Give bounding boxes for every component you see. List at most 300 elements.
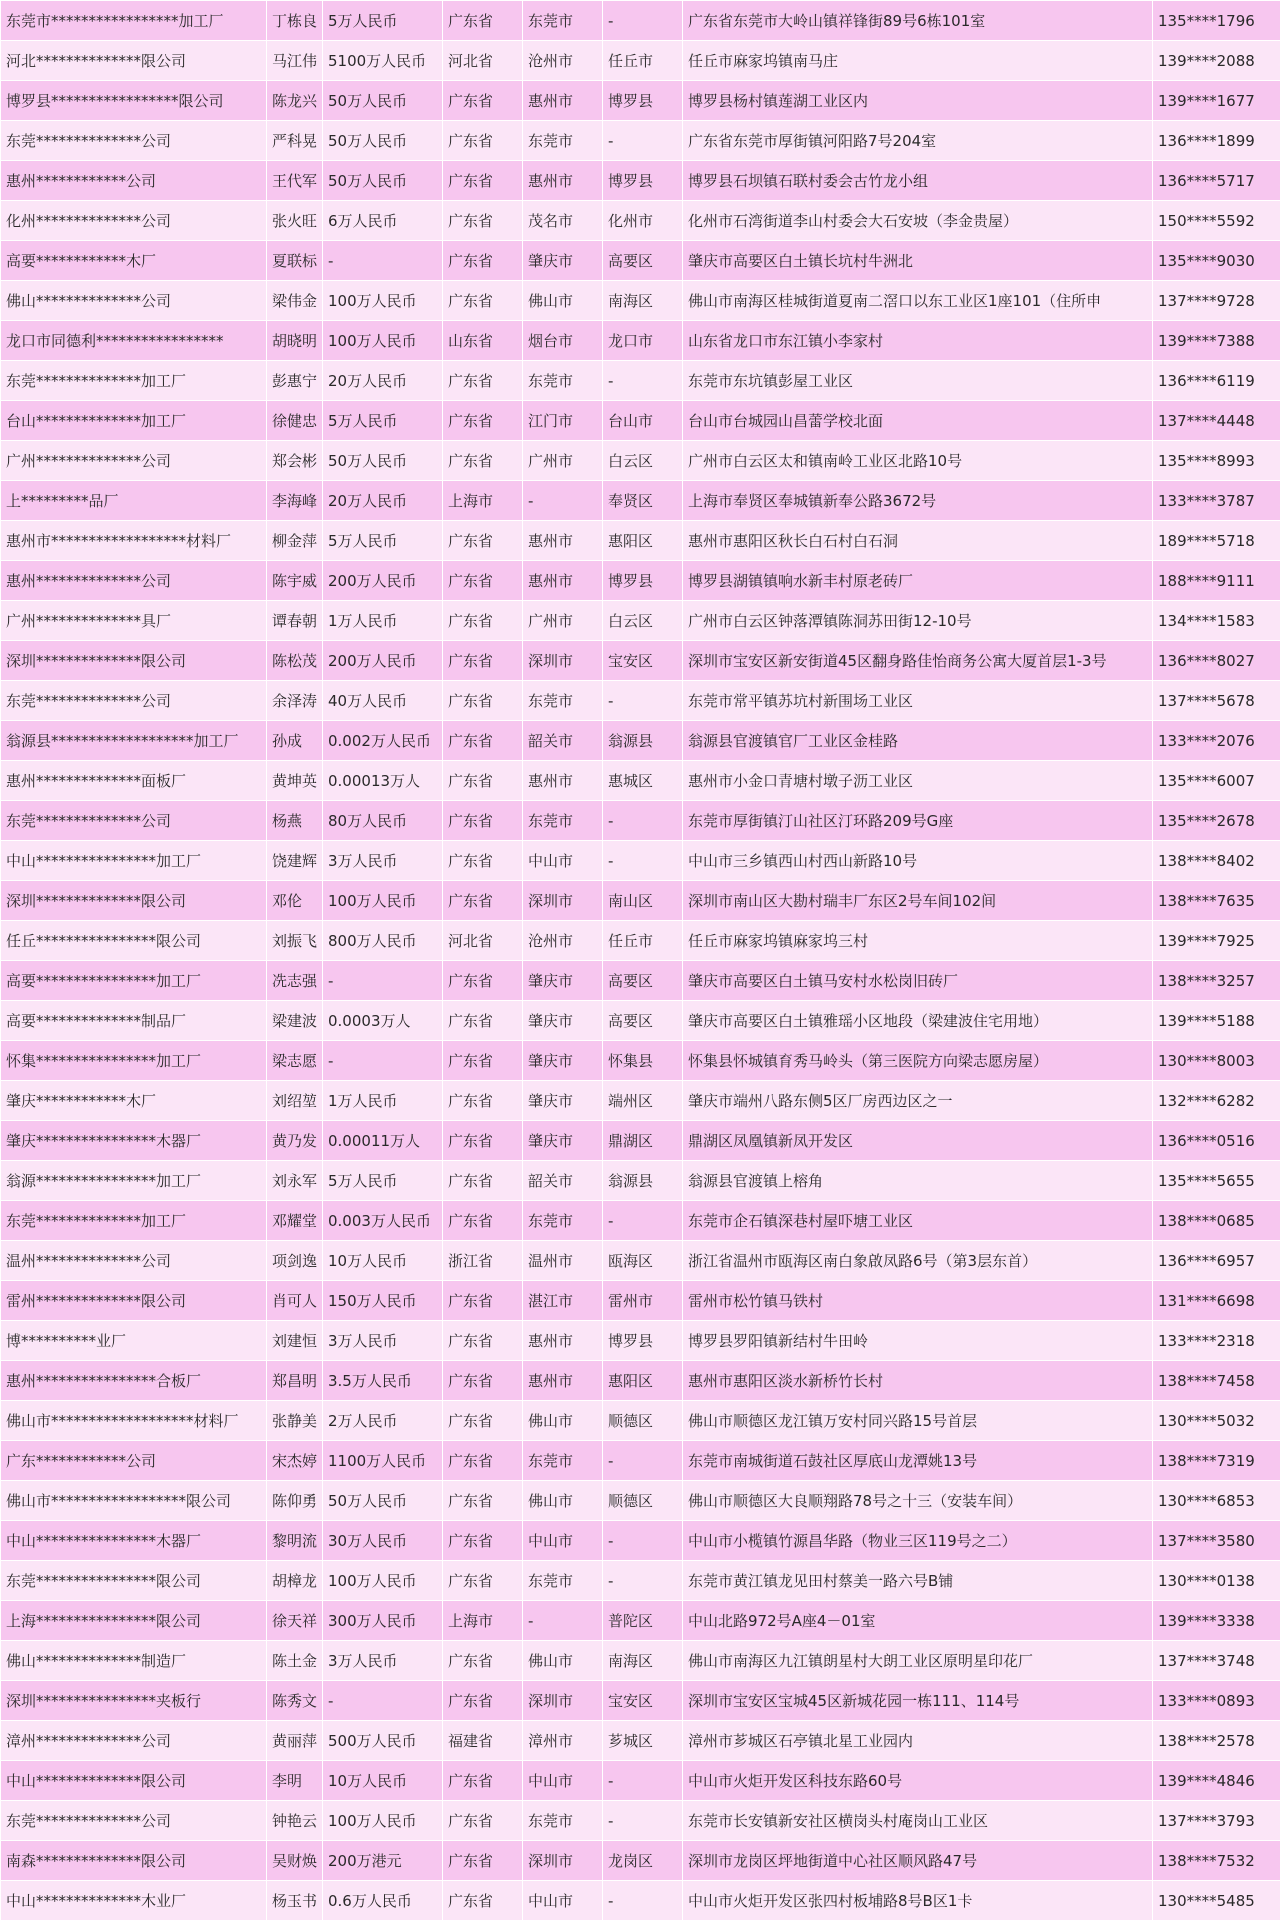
cell-capital: 20万人民币	[323, 481, 443, 521]
cell-phone: 135****9030	[1153, 241, 1280, 281]
cell-district: 雷州市	[603, 1281, 683, 1321]
cell-legal-rep: 张静美	[267, 1401, 323, 1441]
cell-phone: 150****5592	[1153, 201, 1280, 241]
cell-address: 广州市白云区钟落潭镇陈洞苏田街12-10号	[683, 601, 1153, 641]
cell-company: 上海****************限公司	[1, 1601, 267, 1641]
cell-legal-rep: 丁栋良	[267, 1, 323, 41]
cell-city: 烟台市	[523, 321, 603, 361]
cell-province: 广东省	[443, 961, 523, 1001]
cell-address: 深圳市宝安区新安街道45区翻身路佳怡商务公寓大厦首层1-3号	[683, 641, 1153, 681]
cell-company: 肇庆************木厂	[1, 1081, 267, 1121]
cell-province: 广东省	[443, 241, 523, 281]
cell-city: -	[523, 1601, 603, 1641]
cell-legal-rep: 马江伟	[267, 41, 323, 81]
cell-company: 高要************木厂	[1, 241, 267, 281]
cell-phone: 136****5717	[1153, 161, 1280, 201]
table-row	[1, 681, 1280, 721]
cell-city: 佛山市	[523, 1401, 603, 1441]
cell-capital: 20万人民币	[323, 361, 443, 401]
cell-province: 广东省	[443, 401, 523, 441]
cell-legal-rep: 黄丽萍	[267, 1721, 323, 1761]
cell-company: 惠州****************合板厂	[1, 1361, 267, 1401]
cell-phone: 133****2076	[1153, 721, 1280, 761]
cell-address: 佛山市顺德区龙江镇万安村同兴路15号首层	[683, 1401, 1153, 1441]
cell-phone: 137****3580	[1153, 1521, 1280, 1561]
cell-province: 广东省	[443, 361, 523, 401]
cell-legal-rep: 黄乃发	[267, 1121, 323, 1161]
cell-district: 博罗县	[603, 161, 683, 201]
cell-province: 广东省	[443, 721, 523, 761]
cell-company: 深圳****************夹板行	[1, 1681, 267, 1721]
cell-legal-rep: 李明	[267, 1761, 323, 1801]
cell-company: 广州**************具厂	[1, 601, 267, 641]
cell-province: 广东省	[443, 521, 523, 561]
cell-company: 高要****************加工厂	[1, 961, 267, 1001]
cell-province: 广东省	[443, 801, 523, 841]
cell-district: 任丘市	[603, 921, 683, 961]
cell-company: 惠州************公司	[1, 161, 267, 201]
cell-address: 中山市火炬开发区科技东路60号	[683, 1761, 1153, 1801]
cell-capital: 80万人民币	[323, 801, 443, 841]
table-row	[1, 1561, 1280, 1601]
cell-province: 广东省	[443, 1761, 523, 1801]
cell-legal-rep: 王代军	[267, 161, 323, 201]
table-row	[1, 41, 1280, 81]
cell-city: 肇庆市	[523, 1041, 603, 1081]
cell-phone: 133****2318	[1153, 1321, 1280, 1361]
table-row	[1, 1441, 1280, 1481]
cell-capital: 100万人民币	[323, 881, 443, 921]
cell-capital: 2万人民币	[323, 1401, 443, 1441]
cell-address: 博罗县湖镇镇响水新丰村原老砖厂	[683, 561, 1153, 601]
table-row	[1, 601, 1280, 641]
cell-phone: 137****5678	[1153, 681, 1280, 721]
table-row	[1, 1281, 1280, 1321]
table-row	[1, 321, 1280, 361]
cell-capital: 50万人民币	[323, 161, 443, 201]
cell-phone: 130****5032	[1153, 1401, 1280, 1441]
cell-city: 佛山市	[523, 281, 603, 321]
table-row	[1, 1081, 1280, 1121]
cell-legal-rep: 陈宇威	[267, 561, 323, 601]
cell-legal-rep: 杨燕	[267, 801, 323, 841]
cell-district: 高要区	[603, 961, 683, 1001]
cell-district: 端州区	[603, 1081, 683, 1121]
cell-legal-rep: 黄坤英	[267, 761, 323, 801]
cell-city: 沧州市	[523, 921, 603, 961]
cell-phone: 139****7388	[1153, 321, 1280, 361]
cell-phone: 136****1899	[1153, 121, 1280, 161]
cell-phone: 139****3338	[1153, 1601, 1280, 1641]
cell-company: 惠州市******************材料厂	[1, 521, 267, 561]
cell-company: 佛山市******************限公司	[1, 1481, 267, 1521]
cell-city: 温州市	[523, 1241, 603, 1281]
cell-city: 东莞市	[523, 1441, 603, 1481]
cell-province: 上海市	[443, 1601, 523, 1641]
table-row	[1, 1681, 1280, 1721]
cell-city: 江门市	[523, 401, 603, 441]
cell-city: 东莞市	[523, 361, 603, 401]
cell-district: 南山区	[603, 881, 683, 921]
cell-capital: 100万人民币	[323, 281, 443, 321]
cell-address: 博罗县罗阳镇新结村牛田岭	[683, 1321, 1153, 1361]
cell-legal-rep: 冼志强	[267, 961, 323, 1001]
cell-province: 广东省	[443, 1561, 523, 1601]
cell-legal-rep: 刘振飞	[267, 921, 323, 961]
cell-company: 博罗县*****************限公司	[1, 81, 267, 121]
cell-district: 顺德区	[603, 1401, 683, 1441]
cell-phone: 139****1677	[1153, 81, 1280, 121]
cell-district: -	[603, 121, 683, 161]
cell-phone: 132****6282	[1153, 1081, 1280, 1121]
cell-district: 翁源县	[603, 1161, 683, 1201]
cell-company: 东莞****************限公司	[1, 1561, 267, 1601]
cell-phone: 137****4448	[1153, 401, 1280, 441]
table-row	[1, 521, 1280, 561]
cell-capital: 0.0003万人	[323, 1001, 443, 1041]
cell-district: 瓯海区	[603, 1241, 683, 1281]
cell-address: 肇庆市高要区白土镇马安村水松岗旧砖厂	[683, 961, 1153, 1001]
cell-province: 福建省	[443, 1721, 523, 1761]
cell-district: -	[603, 1, 683, 41]
cell-legal-rep: 黎明流	[267, 1521, 323, 1561]
cell-address: 翁源县官渡镇上榕角	[683, 1161, 1153, 1201]
cell-city: 惠州市	[523, 161, 603, 201]
cell-capital: 200万人民币	[323, 641, 443, 681]
cell-legal-rep: 陈秀文	[267, 1681, 323, 1721]
cell-company: 东莞**************公司	[1, 801, 267, 841]
cell-legal-rep: 陈松茂	[267, 641, 323, 681]
cell-province: 广东省	[443, 1401, 523, 1441]
table-row	[1, 1, 1280, 41]
cell-city: 深圳市	[523, 641, 603, 681]
cell-company: 化州**************公司	[1, 201, 267, 241]
cell-district: -	[603, 1521, 683, 1561]
cell-company: 肇庆****************木器厂	[1, 1121, 267, 1161]
cell-address: 中山北路972号A座4－01室	[683, 1601, 1153, 1641]
cell-company: 任丘****************限公司	[1, 921, 267, 961]
cell-address: 怀集县怀城镇育秀马岭头（第三医院方向梁志愿房屋）	[683, 1041, 1153, 1081]
cell-phone: 135****6007	[1153, 761, 1280, 801]
cell-legal-rep: 陈土金	[267, 1641, 323, 1681]
cell-phone: 130****0138	[1153, 1561, 1280, 1601]
cell-province: 广东省	[443, 1881, 523, 1921]
cell-district: 宝安区	[603, 1681, 683, 1721]
cell-legal-rep: 张火旺	[267, 201, 323, 241]
cell-address: 山东省龙口市东江镇小李家村	[683, 321, 1153, 361]
table-row	[1, 1041, 1280, 1081]
cell-district: 龙口市	[603, 321, 683, 361]
cell-legal-rep: 邓耀堂	[267, 1201, 323, 1241]
cell-province: 广东省	[443, 1201, 523, 1241]
cell-city: 东莞市	[523, 1561, 603, 1601]
cell-company: 龙口市同德利*****************	[1, 321, 267, 361]
cell-company: 翁源县*******************加工厂	[1, 721, 267, 761]
table-row	[1, 721, 1280, 761]
cell-district: -	[603, 841, 683, 881]
cell-address: 深圳市龙岗区坪地街道中心社区顺风路47号	[683, 1841, 1153, 1881]
cell-phone: 137****9728	[1153, 281, 1280, 321]
cell-city: 东莞市	[523, 801, 603, 841]
cell-province: 山东省	[443, 321, 523, 361]
cell-company: 深圳**************限公司	[1, 881, 267, 921]
cell-city: 佛山市	[523, 1641, 603, 1681]
cell-legal-rep: 杨玉书	[267, 1881, 323, 1921]
cell-phone: 138****3257	[1153, 961, 1280, 1001]
cell-city: 惠州市	[523, 1361, 603, 1401]
cell-province: 河北省	[443, 921, 523, 961]
cell-province: 广东省	[443, 1, 523, 41]
cell-capital: 0.002万人民币	[323, 721, 443, 761]
cell-district: 普陀区	[603, 1601, 683, 1641]
cell-legal-rep: 胡晓明	[267, 321, 323, 361]
cell-address: 博罗县石坝镇石联村委会古竹龙小组	[683, 161, 1153, 201]
cell-district: 怀集县	[603, 1041, 683, 1081]
cell-phone: 136****8027	[1153, 641, 1280, 681]
cell-phone: 135****1796	[1153, 1, 1280, 41]
cell-capital: 5万人民币	[323, 521, 443, 561]
cell-legal-rep: 邓伦	[267, 881, 323, 921]
cell-address: 肇庆市端州八路东侧5区厂房西边区之一	[683, 1081, 1153, 1121]
cell-province: 浙江省	[443, 1241, 523, 1281]
cell-province: 广东省	[443, 761, 523, 801]
cell-city: 广州市	[523, 601, 603, 641]
cell-province: 广东省	[443, 1801, 523, 1841]
cell-address: 博罗县杨村镇莲湖工业区内	[683, 81, 1153, 121]
cell-province: 广东省	[443, 1321, 523, 1361]
cell-address: 中山市火炬开发区张四村板埔路8号B区1卡	[683, 1881, 1153, 1921]
cell-address: 台山市台城园山昌蕾学校北面	[683, 401, 1153, 441]
cell-legal-rep: 宋杰婷	[267, 1441, 323, 1481]
table-row	[1, 441, 1280, 481]
cell-address: 东莞市南城街道石鼓社区厚底山龙潭姚13号	[683, 1441, 1153, 1481]
cell-capital: 0.003万人民币	[323, 1201, 443, 1241]
cell-city: 湛江市	[523, 1281, 603, 1321]
cell-address: 广东省东莞市大岭山镇祥锋街89号6栋101室	[683, 1, 1153, 41]
cell-legal-rep: 徐天祥	[267, 1601, 323, 1641]
table-row	[1, 881, 1280, 921]
table-row	[1, 1161, 1280, 1201]
cell-address: 中山市三乡镇西山村西山新路10号	[683, 841, 1153, 881]
cell-capital: 6万人民币	[323, 201, 443, 241]
cell-district: 台山市	[603, 401, 683, 441]
cell-capital: 0.6万人民币	[323, 1881, 443, 1921]
cell-province: 广东省	[443, 161, 523, 201]
cell-phone: 135****5655	[1153, 1161, 1280, 1201]
cell-province: 广东省	[443, 1281, 523, 1321]
cell-phone: 138****7458	[1153, 1361, 1280, 1401]
cell-phone: 138****8402	[1153, 841, 1280, 881]
cell-district: 高要区	[603, 241, 683, 281]
cell-district: 龙岗区	[603, 1841, 683, 1881]
cell-capital: 5万人民币	[323, 1, 443, 41]
cell-address: 惠州市小金口青塘村墩子沥工业区	[683, 761, 1153, 801]
cell-phone: 139****7925	[1153, 921, 1280, 961]
cell-district: 博罗县	[603, 561, 683, 601]
cell-city: 中山市	[523, 841, 603, 881]
cell-company: 佛山**************制造厂	[1, 1641, 267, 1681]
cell-city: 肇庆市	[523, 1121, 603, 1161]
table-row	[1, 81, 1280, 121]
cell-city: 东莞市	[523, 1, 603, 41]
cell-address: 肇庆市高要区白土镇雅瑶小区地段（梁建波住宅用地）	[683, 1001, 1153, 1041]
table-row	[1, 1121, 1280, 1161]
cell-province: 广东省	[443, 1841, 523, 1881]
cell-capital: -	[323, 1041, 443, 1081]
cell-capital: 1100万人民币	[323, 1441, 443, 1481]
table-row	[1, 1361, 1280, 1401]
cell-city: 沧州市	[523, 41, 603, 81]
cell-city: 韶关市	[523, 721, 603, 761]
cell-province: 广东省	[443, 1081, 523, 1121]
cell-company: 怀集****************加工厂	[1, 1041, 267, 1081]
cell-capital: -	[323, 1681, 443, 1721]
table-row	[1, 1201, 1280, 1241]
cell-district: 惠阳区	[603, 521, 683, 561]
cell-company: 温州**************公司	[1, 1241, 267, 1281]
cell-company: 惠州**************公司	[1, 561, 267, 601]
cell-province: 广东省	[443, 1441, 523, 1481]
cell-address: 东莞市厚街镇汀山社区汀环路209号G座	[683, 801, 1153, 841]
cell-address: 任丘市麻家坞镇南马庄	[683, 41, 1153, 81]
cell-legal-rep: 余泽涛	[267, 681, 323, 721]
cell-company: 深圳**************限公司	[1, 641, 267, 681]
cell-city: 惠州市	[523, 81, 603, 121]
cell-district: -	[603, 1801, 683, 1841]
cell-capital: 50万人民币	[323, 441, 443, 481]
table-row	[1, 161, 1280, 201]
cell-capital: 1万人民币	[323, 1081, 443, 1121]
table-row	[1, 121, 1280, 161]
cell-company: 东莞市*****************加工厂	[1, 1, 267, 41]
cell-district: 惠城区	[603, 761, 683, 801]
cell-address: 东莞市黄江镇龙见田村蔡美一路六号B铺	[683, 1561, 1153, 1601]
cell-company: 南森**************限公司	[1, 1841, 267, 1881]
cell-address: 翁源县官渡镇官厂工业区金桂路	[683, 721, 1153, 761]
cell-city: 惠州市	[523, 1321, 603, 1361]
cell-province: 广东省	[443, 681, 523, 721]
cell-company: 佛山**************公司	[1, 281, 267, 321]
cell-phone: 130****6853	[1153, 1481, 1280, 1521]
cell-city: 深圳市	[523, 1841, 603, 1881]
cell-address: 深圳市宝安区宝城45区新城花园一栋111、114号	[683, 1681, 1153, 1721]
cell-province: 广东省	[443, 1521, 523, 1561]
cell-district: 宝安区	[603, 641, 683, 681]
cell-phone: 137****3748	[1153, 1641, 1280, 1681]
cell-address: 深圳市南山区大勘村瑞丰厂东区2号车间102间	[683, 881, 1153, 921]
cell-company: 广东************公司	[1, 1441, 267, 1481]
cell-district: -	[603, 1881, 683, 1921]
cell-city: 肇庆市	[523, 1001, 603, 1041]
cell-legal-rep: 陈仰勇	[267, 1481, 323, 1521]
table-row	[1, 921, 1280, 961]
cell-address: 东莞市长安镇新安社区横岗头村庵岗山工业区	[683, 1801, 1153, 1841]
cell-district: 任丘市	[603, 41, 683, 81]
table-row	[1, 1641, 1280, 1681]
cell-legal-rep: 刘永军	[267, 1161, 323, 1201]
cell-capital: 10万人民币	[323, 1761, 443, 1801]
table-row	[1, 1881, 1280, 1921]
cell-address: 上海市奉贤区奉城镇新奉公路3672号	[683, 481, 1153, 521]
cell-address: 浙江省温州市瓯海区南白象啟凤路6号（第3层东首）	[683, 1241, 1153, 1281]
cell-capital: -	[323, 241, 443, 281]
cell-address: 佛山市南海区九江镇朗星村大朗工业区原明星印花厂	[683, 1641, 1153, 1681]
cell-legal-rep: 肖可人	[267, 1281, 323, 1321]
cell-district: -	[603, 361, 683, 401]
cell-legal-rep: 钟艳云	[267, 1801, 323, 1841]
cell-city: 惠州市	[523, 561, 603, 601]
cell-address: 任丘市麻家坞镇麻家坞三村	[683, 921, 1153, 961]
cell-district: 惠阳区	[603, 1361, 683, 1401]
cell-capital: 0.00013万人	[323, 761, 443, 801]
cell-district: -	[603, 801, 683, 841]
cell-city: 中山市	[523, 1761, 603, 1801]
cell-company: 佛山市*******************材料厂	[1, 1401, 267, 1441]
table-row	[1, 401, 1280, 441]
cell-company: 惠州**************面板厂	[1, 761, 267, 801]
cell-city: -	[523, 481, 603, 521]
cell-district: -	[603, 1761, 683, 1801]
cell-district: 奉贤区	[603, 481, 683, 521]
cell-legal-rep: 彭惠宁	[267, 361, 323, 401]
cell-city: 广州市	[523, 441, 603, 481]
cell-capital: 50万人民币	[323, 81, 443, 121]
cell-district: 南海区	[603, 1641, 683, 1681]
cell-province: 广东省	[443, 881, 523, 921]
cell-district: -	[603, 1561, 683, 1601]
table-row	[1, 281, 1280, 321]
cell-capital: 100万人民币	[323, 321, 443, 361]
cell-legal-rep: 严科晃	[267, 121, 323, 161]
cell-legal-rep: 郑昌明	[267, 1361, 323, 1401]
table-row	[1, 801, 1280, 841]
cell-address: 鼎湖区凤凰镇新凤开发区	[683, 1121, 1153, 1161]
cell-address: 佛山市南海区桂城街道夏南二滘口以东工业区1座101（住所申	[683, 281, 1153, 321]
table-row	[1, 761, 1280, 801]
table-row	[1, 961, 1280, 1001]
cell-capital: 3.5万人民币	[323, 1361, 443, 1401]
cell-address: 雷州市松竹镇马铁村	[683, 1281, 1153, 1321]
cell-address: 东莞市企石镇深巷村屋吓塘工业区	[683, 1201, 1153, 1241]
cell-legal-rep: 刘建恒	[267, 1321, 323, 1361]
cell-district: 鼎湖区	[603, 1121, 683, 1161]
cell-legal-rep: 梁志愿	[267, 1041, 323, 1081]
cell-company: 广州**************公司	[1, 441, 267, 481]
cell-capital: 5100万人民币	[323, 41, 443, 81]
cell-phone: 136****6119	[1153, 361, 1280, 401]
cell-phone: 136****0516	[1153, 1121, 1280, 1161]
cell-province: 河北省	[443, 41, 523, 81]
cell-capital: 3万人民币	[323, 1321, 443, 1361]
cell-phone: 134****1583	[1153, 601, 1280, 641]
table-row	[1, 1241, 1280, 1281]
cell-phone: 139****2088	[1153, 41, 1280, 81]
cell-legal-rep: 梁建波	[267, 1001, 323, 1041]
cell-legal-rep: 李海峰	[267, 481, 323, 521]
cell-phone: 135****2678	[1153, 801, 1280, 841]
cell-legal-rep: 郑会彬	[267, 441, 323, 481]
cell-district: 顺德区	[603, 1481, 683, 1521]
cell-capital: 3万人民币	[323, 1641, 443, 1681]
cell-city: 东莞市	[523, 121, 603, 161]
cell-city: 漳州市	[523, 1721, 603, 1761]
cell-district: 白云区	[603, 441, 683, 481]
cell-phone: 138****7319	[1153, 1441, 1280, 1481]
cell-capital: 50万人民币	[323, 121, 443, 161]
cell-phone: 131****6698	[1153, 1281, 1280, 1321]
table-row	[1, 1481, 1280, 1521]
cell-capital: 3万人民币	[323, 841, 443, 881]
